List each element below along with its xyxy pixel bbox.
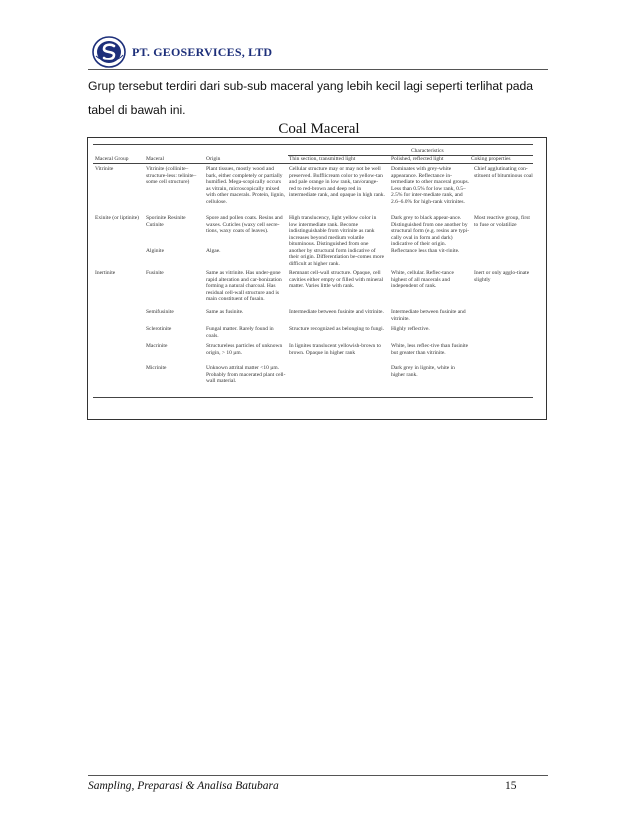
table-cell: Intermediate between fusinite and vitrinite. [289,309,384,315]
table-cell: Most reactive group, first to fuse or volatilize [474,215,530,228]
table-cell: Inert or only agglo-tinate slightly [474,270,530,283]
table-cell: White, less reflec-tive than fusinite but greater than vitrinite. [391,343,469,356]
table-cell: Macrinite [146,343,168,349]
table-cell: Semifusinite [146,309,174,315]
table-rule [93,144,533,145]
table-cell: Structureless particles of unknown origin, > 10 µm. [206,343,283,356]
column-header: Maceral [146,156,165,162]
table-cell: Dominates with grey-white appearance. Reflectance in-termediate to other maceral groups. Less than 0.5% for low rank, 0.5–2.5% for inter-mediate rank, and 2.6–6.0% for high-rank vitrinites. [391,166,470,205]
column-header: Coking properties [471,156,511,162]
page-header [88,36,548,70]
table-rule [93,163,533,164]
table-cell: Cellular structure may or may not be well preserved. Bufflicream color to yellow-tan and pale orange in low rank, tan/orange-red to red-brown and deep red in intermediate rank, and opaque in high rank. [289,166,385,198]
table-cell: White, cellular. Reflec-tance highest of all macerals and independent of rank. [391,270,454,289]
intro-paragraph: Grup tersebut terdiri dari sub-sub maceral yang lebih kecil lagi seperti terlihat pada tabel di bawah ini. [88,79,534,117]
table-cell: Vitrinite (collinite–structure-less: telinite–some cell structure) [146,166,197,185]
table-cell: Same as fusinite. [206,309,244,315]
table-cell: Alginite [146,248,165,254]
table-cell: Spore and pollen coats. Resins and waxes. Cuticles (waxy cell secre-tions, waxy coats of leaves). [206,215,283,234]
table-cell: Micrinite [146,365,167,371]
table-rule [93,397,533,398]
table-cell: Vitrinite [95,166,114,172]
column-header: Origin [206,156,221,162]
table-cell: Structure recognized as belonging to fungi. [289,326,385,332]
table-cell: Chief agglutinating con-stituent of bituminous coal [474,166,533,179]
footer-divider [88,775,548,776]
column-header: Thin section, transmitted light [289,156,356,162]
table-cell: Dark grey to black appear-ance. Distinguished from one another by structural form (e.g. resins are typi-cally oval in form and dark) indicative of their origin. Reflectance less than vit-rinite. [391,215,470,254]
table-super-header: Characteristics [411,148,444,154]
table-cell: Plant tissues, mostly wood and bark, either completely or partially humified. Mega-scopically occurs as vitrain, microscopically mixed with other macerals. Protein, lignin, cellulose. [206,166,285,205]
header-divider [88,69,548,70]
table-cell: Intermediate between fusinite and vitrinite. [391,309,466,322]
page-number: 15 [505,780,517,792]
company-name: PT. GEOSERVICES, LTD [132,45,273,59]
table-cell: Highly reflective. [391,326,430,332]
table-cell: Remnant cell-wall structure. Opaque, cell cavities either empty or filled with mineral matter. Varies little with rank. [289,270,384,289]
table-cell: High translucency, light yellow color in low intermediate rank. Become indistinguishable from vitrinite as rank increases beyond medium volatile bituminous. Distinguished from one another by structural form indicative of their origin. Differentiation be-comes more difficult at higher rank. [289,215,385,267]
column-header: Maceral Group [95,156,129,162]
table-cell: Fusinite [146,270,164,276]
geoservices-logo [92,36,126,68]
table-cell: Sporinite Resinite Cutinite [146,215,186,228]
table-caption: Coal Maceral [278,121,360,137]
column-header: Polished, reflected light [391,156,444,162]
table-cell: Same as vitrinite. Has under-gone rapid alteration and car-bonization forming a natural charcoal. Has residual cell-wall structure and is main constituent of fusain. [206,270,282,302]
table-cell: Sclerotinite [146,326,172,332]
table-cell: Exinite (or liptinite) [95,215,139,221]
table-cell: Dark grey in lignite, white in higher rank. [391,365,455,378]
table-cell: In lignites translucent yellowish-brown to brown. Opaque in higher rank [289,343,381,356]
coal-maceral-table [93,139,533,401]
table-cell: Unknown attrital matter <10 µm. Probably from macerated plant cell-wall material. [206,365,286,384]
table-cell: Algae. [206,248,221,254]
table-cell: Inertinite [95,270,116,276]
table-cell: Fungal matter. Rarely found in coals. [206,326,274,339]
footer-title: Sampling, Preparasi & Analisa Batubara [88,780,279,792]
